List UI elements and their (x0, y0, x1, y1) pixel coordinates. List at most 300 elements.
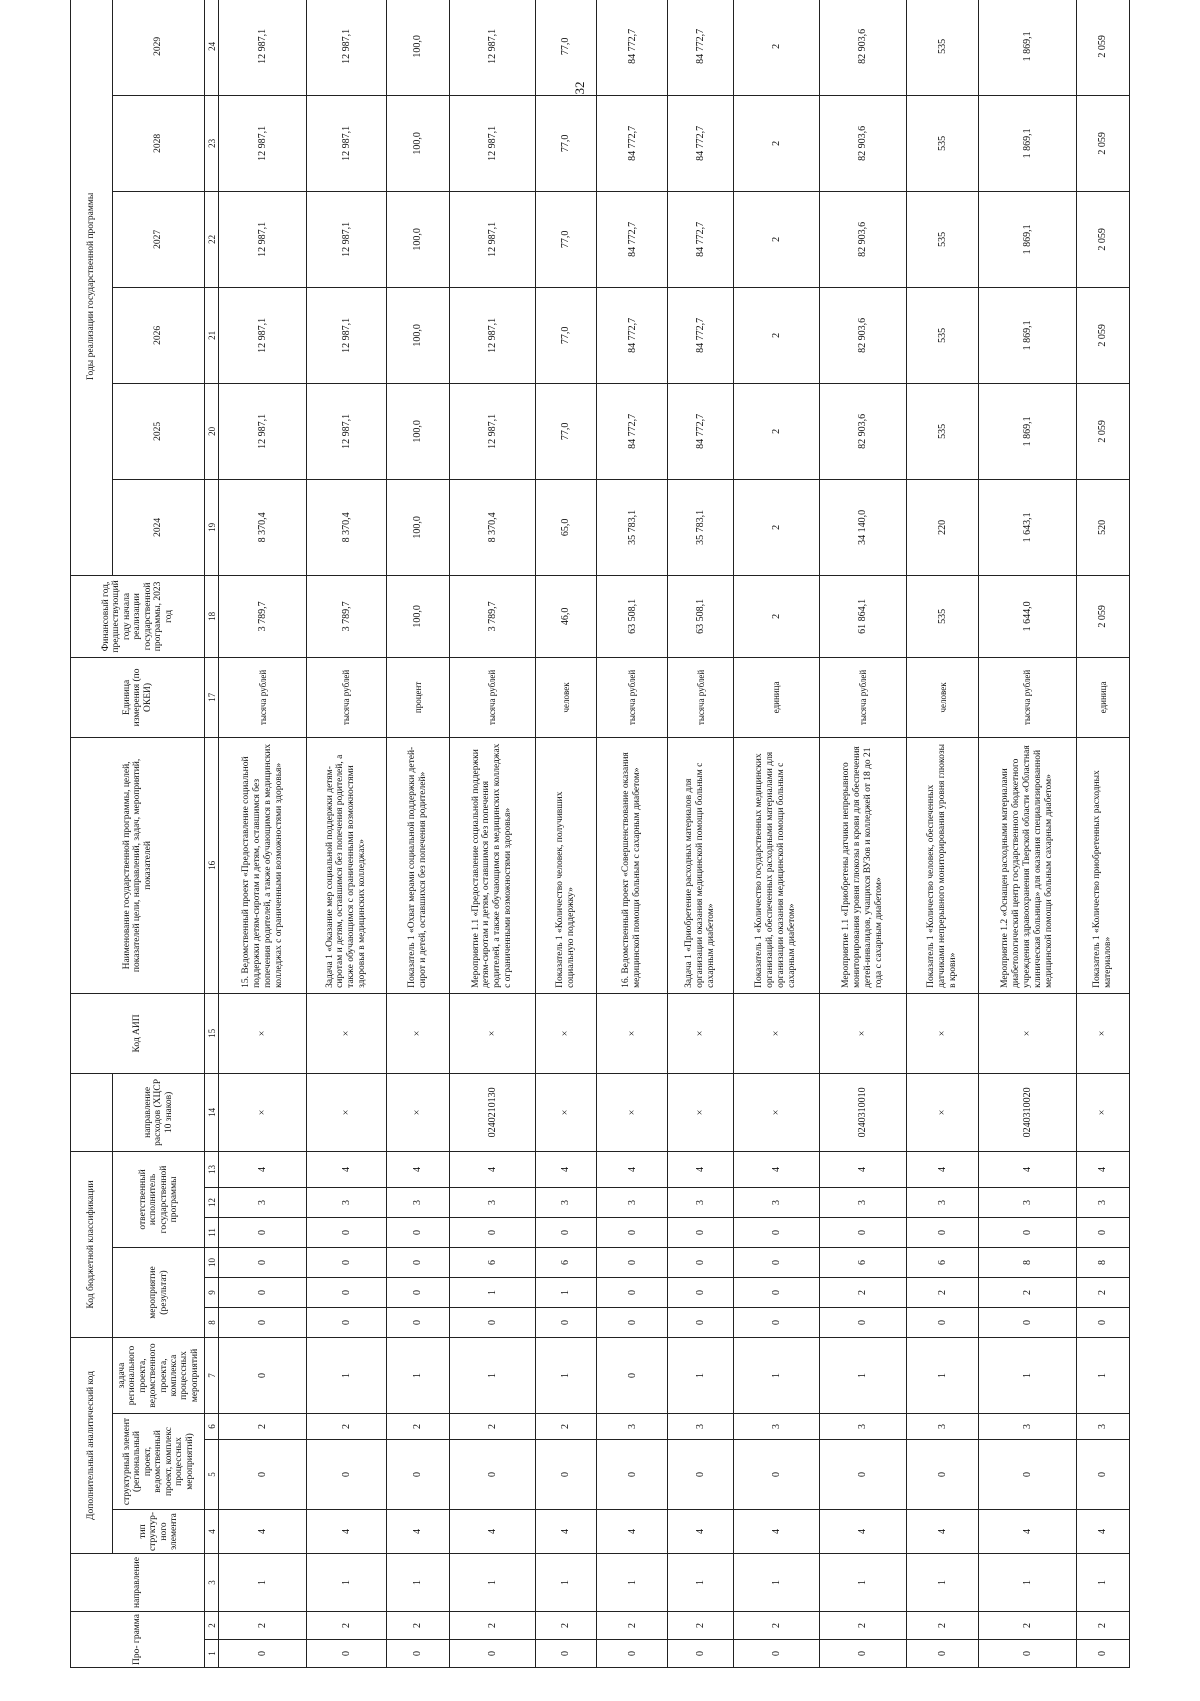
unit-cell: тысяча рублей (819, 657, 907, 737)
task-code: 1 (978, 1338, 1076, 1414)
program-code-1: 0 (978, 1640, 1076, 1668)
header-year-2024: 2024 (113, 479, 205, 575)
program-code-1: 0 (1076, 1640, 1129, 1668)
item-name: Показатель 1 «Количество государственных медицинских организаций, обеспеченных расходными материалами для организации оказания медицинской помощи больным с сахарным диабетом» (733, 737, 819, 993)
task-parent-code: 2 (219, 1414, 307, 1440)
program-code-1: 0 (907, 1640, 978, 1668)
header-expense-direction: направление расходов (ХЦСР 10 знаков) (113, 1073, 205, 1151)
program-code-1: 0 (668, 1640, 733, 1668)
program-code-2: 2 (450, 1612, 536, 1640)
value-2026: 12 987,1 (219, 287, 307, 383)
value-2028: 535 (907, 95, 978, 191)
base-year-value: 2 059 (1076, 575, 1129, 657)
value-2029: 82 903,6 (819, 0, 907, 95)
executor-code-2: 3 (386, 1188, 449, 1218)
header-name: Наименование государственной программы, целей, показателей цели, направлений, задач, мероприятий, показателей (71, 737, 205, 993)
header-budget-code: Код бюджетной классификации (71, 1151, 113, 1337)
column-number: 13 (205, 1151, 219, 1187)
measure-code-1: 0 (307, 1308, 387, 1338)
program-code-2: 2 (597, 1612, 668, 1640)
value-2025: 2 059 (1076, 383, 1129, 479)
column-number: 24 (205, 0, 219, 95)
column-number: 1 (205, 1640, 219, 1668)
value-2024: 8 370,4 (307, 479, 387, 575)
task-parent-code: 3 (733, 1414, 819, 1440)
header-year-2028: 2028 (113, 95, 205, 191)
value-2027: 2 (733, 191, 819, 287)
header-executor: ответственный исполнитель государственной программы (113, 1151, 205, 1247)
aip-code: × (733, 993, 819, 1073)
structural-element-code: 0 (1076, 1440, 1129, 1510)
value-2024: 1 643,1 (978, 479, 1076, 575)
unit-cell: человек (535, 657, 596, 737)
value-2024: 2 (733, 479, 819, 575)
element-type-code: 4 (907, 1510, 978, 1554)
measure-code-2: 1 (450, 1278, 536, 1308)
value-2025: 100,0 (386, 383, 449, 479)
value-2029: 12 987,1 (450, 0, 536, 95)
measure-code-1: 0 (733, 1308, 819, 1338)
task-parent-code: 3 (907, 1414, 978, 1440)
executor-code-1: 0 (978, 1218, 1076, 1248)
value-2029: 12 987,1 (219, 0, 307, 95)
header-aip-code: Код АИП (71, 993, 205, 1073)
value-2026: 100,0 (386, 287, 449, 383)
aip-code: × (450, 993, 536, 1073)
header-year-2029: 2029 (113, 0, 205, 95)
program-code-2: 2 (307, 1612, 387, 1640)
value-2026: 2 059 (1076, 287, 1129, 383)
rotated-page (70, 28, 1130, 1668)
task-parent-code: 3 (978, 1414, 1076, 1440)
expense-direction-code: × (307, 1073, 387, 1151)
aip-code: × (907, 993, 978, 1073)
value-2027: 84 772,7 (668, 191, 733, 287)
column-number: 19 (205, 479, 219, 575)
column-number: 4 (205, 1510, 219, 1554)
structural-element-code: 0 (219, 1440, 307, 1510)
executor-code-3: 4 (1076, 1151, 1129, 1187)
direction-code: 1 (978, 1554, 1076, 1612)
executor-code-2: 3 (1076, 1188, 1129, 1218)
task-parent-code: 3 (597, 1414, 668, 1440)
value-2029: 100,0 (386, 0, 449, 95)
aip-code: × (597, 993, 668, 1073)
value-2029: 77,0 (535, 0, 596, 95)
executor-code-1: 0 (386, 1218, 449, 1248)
value-2027: 77,0 (535, 191, 596, 287)
header-direction: направление (71, 1554, 205, 1612)
executor-code-3: 4 (819, 1151, 907, 1187)
value-2026: 12 987,1 (307, 287, 387, 383)
measure-code-1: 0 (907, 1308, 978, 1338)
item-name: 16. Ведомственный проект «Совершенствование оказания медицинской помощи больным с сахарным диабетом» (597, 737, 668, 993)
expense-direction-code: × (535, 1073, 596, 1151)
program-code-2: 2 (733, 1612, 819, 1640)
value-2028: 77,0 (535, 95, 596, 191)
column-number: 8 (205, 1308, 219, 1338)
task-parent-code: 2 (535, 1414, 596, 1440)
expense-direction-code: × (733, 1073, 819, 1151)
expense-direction-code: × (907, 1073, 978, 1151)
column-number: 9 (205, 1278, 219, 1308)
column-number: 22 (205, 191, 219, 287)
column-number: 2 (205, 1612, 219, 1640)
element-type-code: 4 (597, 1510, 668, 1554)
task-code: 1 (733, 1338, 819, 1414)
measure-code-3: 0 (733, 1248, 819, 1278)
header-program: Про- грамма (71, 1612, 205, 1668)
executor-code-1: 0 (907, 1218, 978, 1248)
executor-code-3: 4 (597, 1151, 668, 1187)
table-row (450, 0, 536, 1668)
value-2028: 100,0 (386, 95, 449, 191)
value-2027: 84 772,7 (597, 191, 668, 287)
table-row (978, 0, 1076, 1668)
structural-element-code: 0 (819, 1440, 907, 1510)
base-year-value: 1 644,0 (978, 575, 1076, 657)
column-number: 10 (205, 1248, 219, 1278)
executor-code-3: 4 (219, 1151, 307, 1187)
executor-code-2: 3 (733, 1188, 819, 1218)
table-row (819, 0, 907, 1668)
program-code-2: 2 (907, 1612, 978, 1640)
unit-cell: единица (733, 657, 819, 737)
table-row (668, 0, 733, 1668)
executor-code-3: 4 (978, 1151, 1076, 1187)
element-type-code: 4 (1076, 1510, 1129, 1554)
measure-code-2: 0 (597, 1278, 668, 1308)
value-2026: 535 (907, 287, 978, 383)
header-task: задача регионального проекта, ведомственного проекта, комплекса процессных мероприятий (113, 1338, 205, 1414)
element-type-code: 4 (668, 1510, 733, 1554)
program-code-1: 0 (733, 1640, 819, 1668)
measure-code-1: 0 (597, 1308, 668, 1338)
value-2025: 12 987,1 (450, 383, 536, 479)
measure-code-3: 8 (978, 1248, 1076, 1278)
task-parent-code: 3 (819, 1414, 907, 1440)
header-year-2025: 2025 (113, 383, 205, 479)
aip-code: × (819, 993, 907, 1073)
column-number: 6 (205, 1414, 219, 1440)
value-2024: 100,0 (386, 479, 449, 575)
base-year-value: 3 789,7 (219, 575, 307, 657)
executor-code-3: 4 (386, 1151, 449, 1187)
unit-cell: тысяча рублей (978, 657, 1076, 737)
task-parent-code: 2 (307, 1414, 387, 1440)
item-name: Мероприятие 1.2 «Оснащен расходными материалами диабетологический центр государственного бюджетного учреждения здравоохранения Тверской области «Областная клиническая больница» для оказания специализированной медицинской помощи больным сахарным диабетом» (978, 737, 1076, 993)
program-code-1: 0 (597, 1640, 668, 1668)
task-code: 0 (597, 1338, 668, 1414)
measure-code-3: 6 (535, 1248, 596, 1278)
aip-code: × (978, 993, 1076, 1073)
direction-code: 1 (219, 1554, 307, 1612)
measure-code-3: 0 (597, 1248, 668, 1278)
element-type-code: 4 (819, 1510, 907, 1554)
executor-code-2: 3 (450, 1188, 536, 1218)
value-2025: 12 987,1 (219, 383, 307, 479)
task-parent-code: 3 (668, 1414, 733, 1440)
value-2028: 2 (733, 95, 819, 191)
structural-element-code: 0 (307, 1440, 387, 1510)
column-number: 3 (205, 1554, 219, 1612)
item-name: Мероприятие 1.1 «Приобретены датчики непрерывного мониторирования уровня глюкозы в крови для обеспечения детей-инвалидов, учащихся ВУЗов и колледжей от 18 до 21 года с сахарным диабетом» (819, 737, 907, 993)
measure-code-1: 0 (668, 1308, 733, 1338)
element-type-code: 4 (733, 1510, 819, 1554)
value-2027: 535 (907, 191, 978, 287)
value-2029: 84 772,7 (668, 0, 733, 95)
table-row (535, 0, 596, 1668)
structural-element-code: 0 (535, 1440, 596, 1510)
task-code: 1 (450, 1338, 536, 1414)
column-number: 18 (205, 575, 219, 657)
measure-code-3: 8 (1076, 1248, 1129, 1278)
value-2028: 12 987,1 (219, 95, 307, 191)
program-code-2: 2 (978, 1612, 1076, 1640)
direction-code: 1 (1076, 1554, 1129, 1612)
measure-code-3: 6 (450, 1248, 536, 1278)
task-parent-code: 2 (450, 1414, 536, 1440)
column-number: 7 (205, 1338, 219, 1414)
value-2026: 12 987,1 (450, 287, 536, 383)
direction-code: 1 (733, 1554, 819, 1612)
item-name: Задача 1 «Приобретение расходных материалов для организации оказания медицинской помощи больным с сахарным диабетом» (668, 737, 733, 993)
executor-code-1: 0 (219, 1218, 307, 1248)
column-number-row (205, 0, 219, 1668)
aip-code: × (219, 993, 307, 1073)
direction-code: 1 (907, 1554, 978, 1612)
measure-code-3: 0 (307, 1248, 387, 1278)
value-2029: 12 987,1 (307, 0, 387, 95)
value-2025: 1 869,1 (978, 383, 1076, 479)
measure-code-2: 0 (386, 1278, 449, 1308)
item-name: Показатель 1 «Охват мерами социальной поддержки детей-сирот и детей, оставшихся без попечения родителей» (386, 737, 449, 993)
measure-code-1: 0 (450, 1308, 536, 1338)
program-code-1: 0 (307, 1640, 387, 1668)
executor-code-1: 0 (733, 1218, 819, 1248)
value-2027: 100,0 (386, 191, 449, 287)
value-2028: 2 059 (1076, 95, 1129, 191)
executor-code-2: 3 (819, 1188, 907, 1218)
value-2026: 1 869,1 (978, 287, 1076, 383)
value-2024: 8 370,4 (450, 479, 536, 575)
value-2026: 84 772,7 (668, 287, 733, 383)
value-2024: 35 783,1 (668, 479, 733, 575)
unit-cell: тысяча рублей (219, 657, 307, 737)
measure-code-2: 0 (307, 1278, 387, 1308)
measure-code-1: 0 (219, 1308, 307, 1338)
executor-code-2: 3 (307, 1188, 387, 1218)
header-additional-code: Дополнительный аналитический код (71, 1338, 113, 1554)
value-2027: 12 987,1 (450, 191, 536, 287)
program-code-2: 2 (386, 1612, 449, 1640)
value-2026: 2 (733, 287, 819, 383)
expense-direction-code: × (386, 1073, 449, 1151)
base-year-value: 3 789,7 (450, 575, 536, 657)
value-2025: 535 (907, 383, 978, 479)
base-year-value: 63 508,1 (668, 575, 733, 657)
measure-code-3: 6 (819, 1248, 907, 1278)
direction-code: 1 (668, 1554, 733, 1612)
value-2028: 12 987,1 (307, 95, 387, 191)
task-code: 0 (219, 1338, 307, 1414)
executor-code-3: 4 (535, 1151, 596, 1187)
executor-code-3: 4 (733, 1151, 819, 1187)
expense-direction-code: × (668, 1073, 733, 1151)
item-name: Задача 1 «Оказание мер социальной поддержки детям-сиротам и детям, оставшимся без попечения родителей, а также обучающимся с ограниченными возможностями здоровья в медицинских колледжах» (307, 737, 387, 993)
header-year-2027: 2027 (113, 191, 205, 287)
executor-code-2: 3 (978, 1188, 1076, 1218)
executor-code-1: 0 (535, 1218, 596, 1248)
structural-element-code: 0 (386, 1440, 449, 1510)
measure-code-3: 0 (219, 1248, 307, 1278)
measure-code-2: 0 (219, 1278, 307, 1308)
structural-element-code: 0 (597, 1440, 668, 1510)
task-code: 1 (907, 1338, 978, 1414)
element-type-code: 4 (307, 1510, 387, 1554)
item-name: Показатель 1 «Количество человек, обеспеченных датчиками непрерывного мониторирования уровня глюкозы в крови» (907, 737, 978, 993)
value-2027: 12 987,1 (307, 191, 387, 287)
structural-element-code: 0 (907, 1440, 978, 1510)
executor-code-1: 0 (668, 1218, 733, 1248)
value-2025: 84 772,7 (668, 383, 733, 479)
measure-code-1: 0 (386, 1308, 449, 1338)
expense-direction-code: 0240310020 (978, 1073, 1076, 1151)
unit-cell: тысяча рублей (307, 657, 387, 737)
task-code: 1 (307, 1338, 387, 1414)
structural-element-code: 0 (978, 1440, 1076, 1510)
unit-cell: единица (1076, 657, 1129, 737)
value-2025: 2 (733, 383, 819, 479)
executor-code-2: 3 (907, 1188, 978, 1218)
measure-code-1: 0 (535, 1308, 596, 1338)
table-row (1076, 0, 1129, 1668)
direction-code: 1 (450, 1554, 536, 1612)
value-2026: 82 903,6 (819, 287, 907, 383)
expense-direction-code: × (597, 1073, 668, 1151)
value-2024: 220 (907, 479, 978, 575)
program-code-1: 0 (386, 1640, 449, 1668)
header-year-2026: 2026 (113, 287, 205, 383)
unit-cell: процент (386, 657, 449, 737)
program-code-1: 0 (819, 1640, 907, 1668)
value-2029: 2 (733, 0, 819, 95)
program-code-2: 2 (219, 1612, 307, 1640)
executor-code-1: 0 (450, 1218, 536, 1248)
page-number: 32 (572, 81, 587, 95)
table-row (386, 0, 449, 1668)
value-2029: 1 869,1 (978, 0, 1076, 95)
executor-code-2: 3 (219, 1188, 307, 1218)
value-2027: 2 059 (1076, 191, 1129, 287)
measure-code-2: 0 (668, 1278, 733, 1308)
base-year-value: 535 (907, 575, 978, 657)
unit-cell: человек (907, 657, 978, 737)
header-measure: мероприятие (результат) (113, 1248, 205, 1338)
item-name: 15. Ведомственный проект «Предоставление социальной поддержки детям-сиротам и детям, оставшимся без попечения родителей, а также обучающимся в медицинских колледжах с ограниченными возможностями здоровья» (219, 737, 307, 993)
base-year-value: 46,0 (535, 575, 596, 657)
column-number: 5 (205, 1440, 219, 1510)
base-year-value: 61 864,1 (819, 575, 907, 657)
value-2028: 1 869,1 (978, 95, 1076, 191)
value-2025: 84 772,7 (597, 383, 668, 479)
measure-code-2: 0 (733, 1278, 819, 1308)
task-parent-code: 3 (1076, 1414, 1129, 1440)
structural-element-code: 0 (733, 1440, 819, 1510)
program-table (70, 0, 1130, 1668)
executor-code-2: 3 (668, 1188, 733, 1218)
base-year-value: 2 (733, 575, 819, 657)
value-2028: 84 772,7 (668, 95, 733, 191)
element-type-code: 4 (978, 1510, 1076, 1554)
column-number: 11 (205, 1218, 219, 1248)
task-code: 1 (668, 1338, 733, 1414)
structural-element-code: 0 (668, 1440, 733, 1510)
direction-code: 1 (597, 1554, 668, 1612)
element-type-code: 4 (535, 1510, 596, 1554)
task-parent-code: 2 (386, 1414, 449, 1440)
element-type-code: 4 (450, 1510, 536, 1554)
item-name: Мероприятие 1.1 «Предоставление социальной поддержки детям-сиротам и детям, оставшимся без попечения родителей, а также обучающимся в медицинских колледжах с ограниченными возможностями здоровья» (450, 737, 536, 993)
value-2024: 34 140,0 (819, 479, 907, 575)
measure-code-3: 6 (907, 1248, 978, 1278)
value-2024: 8 370,4 (219, 479, 307, 575)
column-number: 17 (205, 657, 219, 737)
expense-direction-code: × (219, 1073, 307, 1151)
measure-code-2: 2 (1076, 1278, 1129, 1308)
value-2025: 12 987,1 (307, 383, 387, 479)
measure-code-3: 0 (668, 1248, 733, 1278)
header-years-group: Годы реализации государственной программы (71, 0, 113, 575)
measure-code-1: 0 (978, 1308, 1076, 1338)
executor-code-1: 0 (307, 1218, 387, 1248)
measure-code-2: 2 (907, 1278, 978, 1308)
measure-code-1: 0 (1076, 1308, 1129, 1338)
value-2026: 84 772,7 (597, 287, 668, 383)
value-2025: 82 903,6 (819, 383, 907, 479)
element-type-code: 4 (386, 1510, 449, 1554)
header-fin-year: Финансовый год, предшествующий году начала реализации государственной программы, 2023 год (71, 575, 205, 657)
measure-code-1: 0 (819, 1308, 907, 1338)
header-unit: Единица измерения (по ОКЕИ) (71, 657, 205, 737)
unit-cell: тысяча рублей (450, 657, 536, 737)
value-2029: 535 (907, 0, 978, 95)
measure-code-2: 2 (978, 1278, 1076, 1308)
program-code-2: 2 (668, 1612, 733, 1640)
aip-code: × (1076, 993, 1129, 1073)
value-2025: 77,0 (535, 383, 596, 479)
base-year-value: 63 508,1 (597, 575, 668, 657)
structural-element-code: 0 (450, 1440, 536, 1510)
program-code-1: 0 (219, 1640, 307, 1668)
program-code-2: 2 (1076, 1612, 1129, 1640)
column-number: 12 (205, 1188, 219, 1218)
item-name: Показатель 1 «Количество приобретенных расходных материалов» (1076, 737, 1129, 993)
aip-code: × (535, 993, 596, 1073)
header-expense-group (71, 1073, 113, 1151)
value-2026: 77,0 (535, 287, 596, 383)
executor-code-3: 4 (907, 1151, 978, 1187)
direction-code: 1 (819, 1554, 907, 1612)
element-type-code: 4 (219, 1510, 307, 1554)
aip-code: × (668, 993, 733, 1073)
table-row (219, 0, 307, 1668)
executor-code-2: 3 (597, 1188, 668, 1218)
column-number: 16 (205, 737, 219, 993)
direction-code: 1 (535, 1554, 596, 1612)
column-number: 15 (205, 993, 219, 1073)
measure-code-2: 2 (819, 1278, 907, 1308)
